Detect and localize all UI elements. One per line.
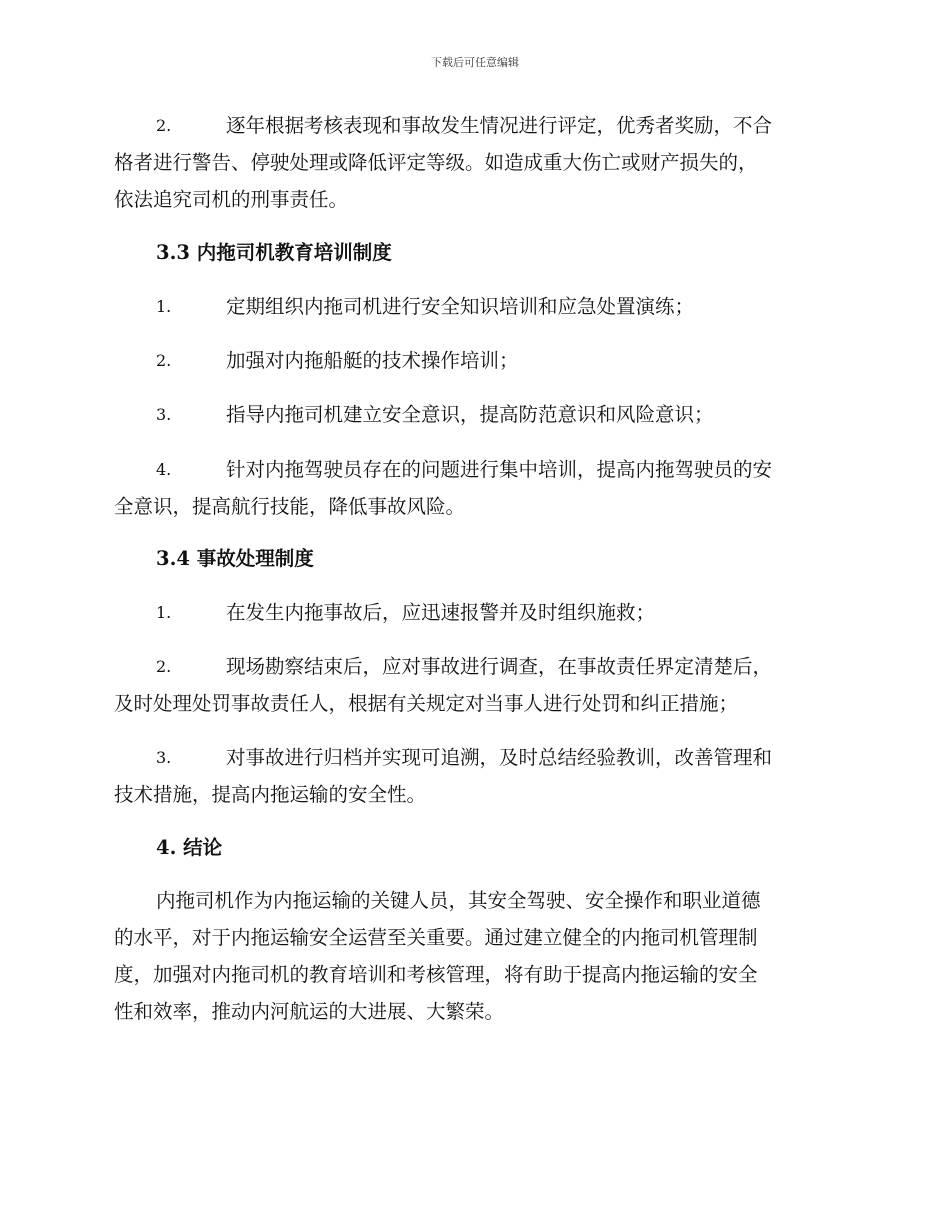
list-text: 对事故进行归档并实现可追溯，及时总结经验教训，改善管理和 <box>226 746 773 769</box>
list-text: 针对内拖驾驶员存在的问题进行集中培训，提高内拖驾驶员的安 <box>226 458 773 481</box>
list-number: 4. <box>156 460 172 479</box>
section-heading: 3.4 事故处理制度 <box>156 547 314 570</box>
list-text: 及时处理处罚事故责任人，根据有关规定对当事人进行处罚和纠正措施； <box>114 692 739 715</box>
list-text: 现场勘察结束后，应对事故进行调查，在事故责任界定清楚后， <box>226 655 773 678</box>
list-number: 1. <box>156 603 172 622</box>
section-heading: 4. 结论 <box>156 836 223 859</box>
list-text: 指导内拖司机建立安全意识，提高防范意识和风险意识； <box>226 403 714 426</box>
paragraph-text: 度，加强对内拖司机的教育培训和考核管理，将有助于提高内拖运输的安全 <box>114 963 758 986</box>
list-text: 依法追究司机的刑事责任。 <box>114 188 349 211</box>
list-text: 技术措施，提高内拖运输的安全性。 <box>114 783 427 806</box>
list-number: 2. <box>156 116 172 135</box>
list-number: 3. <box>156 748 172 767</box>
list-number: 2. <box>156 657 172 676</box>
paragraph-text: 性和效率，推动内河航运的大进展、大繁荣。 <box>114 1000 505 1023</box>
list-text: 逐年根据考核表现和事故发生情况进行评定，优秀者奖励，不合 <box>226 114 773 137</box>
paragraph-text: 内拖司机作为内拖运输的关键人员，其安全驾驶、安全操作和职业道德 <box>156 889 761 912</box>
page-header: 下载后可任意编辑 <box>431 56 519 69</box>
list-text: 格者进行警告、停驶处理或降低评定等级。如造成重大伤亡或财产损失的， <box>114 151 758 174</box>
list-text: 全意识，提高航行技能，降低事故风险。 <box>114 495 466 518</box>
list-number: 2. <box>156 351 172 370</box>
list-text: 加强对内拖船艇的技术操作培训； <box>226 349 519 372</box>
list-text: 在发生内拖事故后，应迅速报警并及时组织施救； <box>226 601 656 624</box>
list-number: 3. <box>156 405 172 424</box>
section-heading: 3.3 内拖司机教育培训制度 <box>156 241 392 264</box>
paragraph-text: 的水平，对于内拖运输安全运营至关重要。通过建立健全的内拖司机管理制 <box>114 926 758 949</box>
list-text: 定期组织内拖司机进行安全知识培训和应急处置演练； <box>226 295 695 318</box>
list-number: 1. <box>156 297 172 316</box>
